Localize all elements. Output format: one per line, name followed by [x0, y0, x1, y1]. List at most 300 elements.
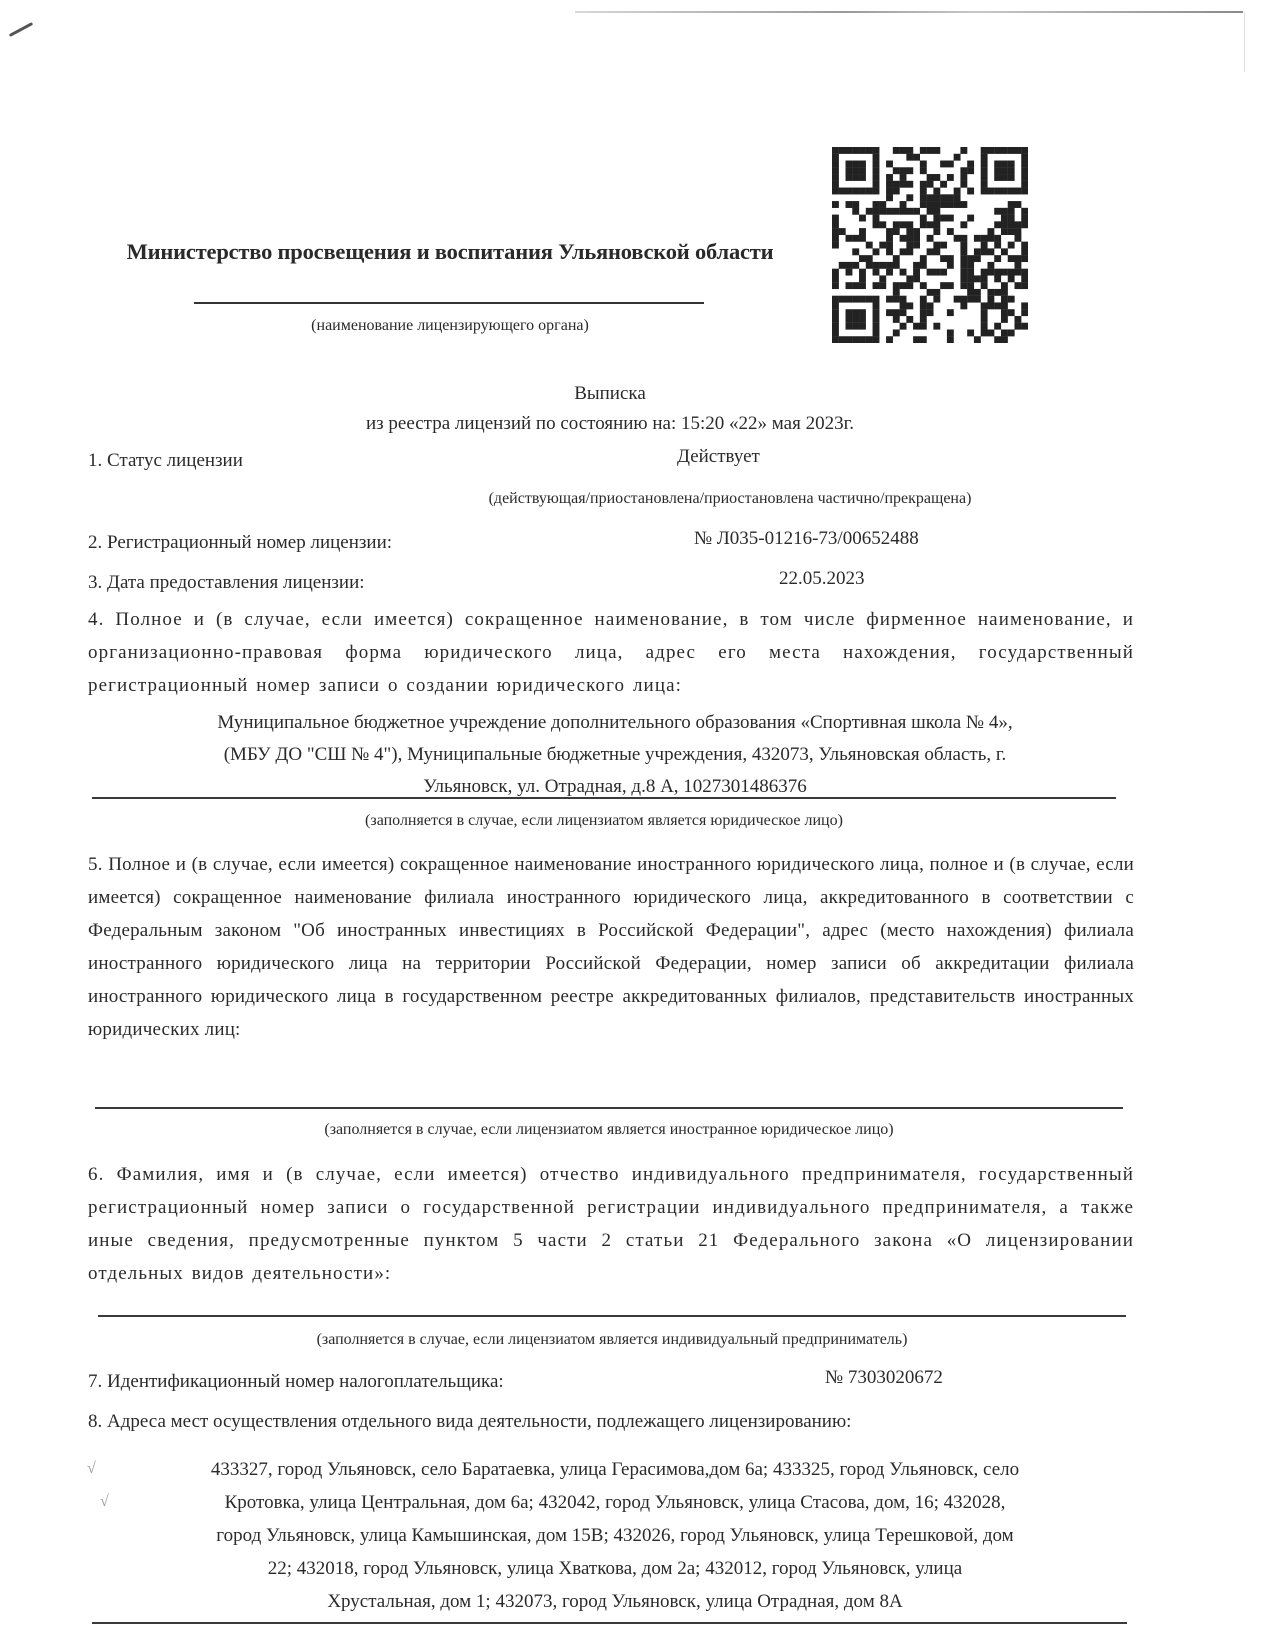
reg-number-value: № Л035-01216-73/00652488: [694, 528, 919, 549]
qr-module: [852, 208, 859, 215]
qr-module: [987, 289, 994, 296]
qr-module: [893, 316, 900, 323]
qr-module: [1021, 215, 1028, 222]
qr-module: [846, 296, 853, 303]
qr-module: [940, 255, 947, 262]
qr-module: [1001, 167, 1008, 174]
qr-module: [960, 167, 967, 174]
legal-entity-line: (МБУ ДО "СШ № 4"), Муниципальные бюджетные учреждения, 432073, Ульяновская область, г.: [223, 744, 1007, 765]
qr-module: [954, 194, 961, 201]
qr-module: [987, 269, 994, 276]
qr-module: [866, 188, 873, 195]
qr-module: [859, 275, 866, 282]
qr-module: [832, 275, 839, 282]
qr-module: [933, 208, 940, 215]
qr-module: [1008, 329, 1015, 336]
qr-module: [859, 228, 866, 235]
inn-value: № 7303020672: [825, 1367, 943, 1388]
qr-module: [1021, 221, 1028, 228]
entrepreneur-caption: (заполняется в случае, если лицензиатом является индивидуальный предприниматель): [316, 1331, 908, 1348]
qr-module: [846, 167, 853, 174]
qr-module: [933, 323, 940, 330]
reg-number-label: 2. Регистрационный номер лицензии:: [88, 532, 393, 553]
qr-module: [900, 201, 907, 208]
qr-module: [947, 282, 954, 289]
qr-module: [940, 194, 947, 201]
qr-module: [866, 336, 873, 343]
qr-module: [967, 275, 974, 282]
status-value: Действует: [677, 446, 760, 467]
qr-module: [852, 296, 859, 303]
qr-module: [920, 336, 927, 343]
qr-module: [960, 269, 967, 276]
check-mark-icon: √: [87, 1460, 96, 1477]
qr-module: [873, 208, 880, 215]
address-line: 433327, город Ульяновск, село Баратаевка, улица Герасимова,дом 6а; 433325, город Ульяновск, село: [210, 1459, 1020, 1480]
qr-module: [920, 221, 927, 228]
qr-module: [987, 329, 994, 336]
scan-edge-line: [1244, 12, 1245, 72]
qr-module: [994, 221, 1001, 228]
qr-module: [859, 309, 866, 316]
inn-label: 7. Идентификационный номер налогоплательщика:: [88, 1371, 504, 1392]
qr-module: [879, 221, 886, 228]
qr-module: [981, 302, 988, 309]
qr-module: [893, 309, 900, 316]
qr-module: [933, 174, 940, 181]
legal-entity-label: 4. Полное и (в случае, если имеется) сокращенное наименование, в том числе фирменное наименование, и организационно-правовая форма юридического лица, адрес его места нахождения, государственный регистрационный номер записи о создании юридического лица:: [88, 609, 1134, 696]
qr-module: [994, 302, 1001, 309]
qr-module: [927, 194, 934, 201]
qr-module: [927, 302, 934, 309]
qr-module: [873, 269, 880, 276]
issue-date-value: 22.05.2023: [779, 568, 865, 589]
qr-module: [960, 302, 967, 309]
qr-module: [1021, 181, 1028, 188]
qr-module: [913, 275, 920, 282]
qr-module: [906, 275, 913, 282]
qr-module: [900, 208, 907, 215]
qr-module: [933, 289, 940, 296]
qr-module: [940, 215, 947, 222]
qr-module: [859, 161, 866, 168]
qr-module: [873, 181, 880, 188]
qr-module: [859, 336, 866, 343]
qr-module: [947, 329, 954, 336]
qr-module: [906, 147, 913, 154]
qr-module: [967, 262, 974, 269]
qr-module: [1014, 235, 1021, 242]
qr-module: [886, 248, 893, 255]
qr-module: [1014, 282, 1021, 289]
qr-module: [859, 269, 866, 276]
qr-module: [832, 309, 839, 316]
qr-module: [954, 235, 961, 242]
qr-module: [906, 248, 913, 255]
qr-module: [879, 282, 886, 289]
qr-module: [920, 201, 927, 208]
qr-module: [846, 201, 853, 208]
qr-module: [832, 323, 839, 330]
qr-module: [1021, 275, 1028, 282]
qr-module: [893, 167, 900, 174]
pen-mark: [9, 22, 33, 37]
qr-module: [981, 282, 988, 289]
qr-module: [832, 269, 839, 276]
qr-module: [846, 309, 853, 316]
qr-module: [906, 302, 913, 309]
qr-module: [927, 208, 934, 215]
qr-module: [913, 323, 920, 330]
qr-module: [886, 208, 893, 215]
addresses-rule: [92, 1622, 1127, 1624]
qr-module: [927, 181, 934, 188]
qr-module: [839, 336, 846, 343]
qr-module: [933, 242, 940, 249]
qr-module: [1001, 161, 1008, 168]
qr-module: [967, 282, 974, 289]
qr-module: [940, 181, 947, 188]
qr-module: [1021, 161, 1028, 168]
qr-module: [1008, 167, 1015, 174]
qr-module: [920, 323, 927, 330]
status-caption: (действующая/приостановлена/приостановлена частично/прекращена): [488, 490, 972, 507]
qr-module: [859, 255, 866, 262]
qr-module: [873, 309, 880, 316]
qr-module: [906, 194, 913, 201]
qr-module: [893, 296, 900, 303]
qr-module: [873, 323, 880, 330]
qr-module: [940, 282, 947, 289]
address-line: 22; 432018, город Ульяновск, улица Хваткова, дом 2а; 432012, город Ульяновск, улица: [267, 1558, 963, 1579]
qr-module: [960, 181, 967, 188]
qr-module: [1021, 282, 1028, 289]
qr-module: [967, 296, 974, 303]
authority-caption: (наименование лицензирующего органа): [311, 317, 589, 334]
qr-module: [873, 221, 880, 228]
qr-module: [927, 174, 934, 181]
qr-module: [1021, 242, 1028, 249]
qr-module: [886, 188, 893, 195]
qr-module: [1021, 147, 1028, 154]
qr-module: [893, 228, 900, 235]
qr-module: [1021, 302, 1028, 309]
qr-module: [900, 167, 907, 174]
qr-module: [974, 289, 981, 296]
qr-module: [994, 235, 1001, 242]
qr-module: [960, 174, 967, 181]
qr-module: [832, 316, 839, 323]
qr-module: [1014, 228, 1021, 235]
qr-module: [879, 242, 886, 249]
qr-module: [852, 174, 859, 181]
qr-module: [1014, 316, 1021, 323]
qr-module: [974, 255, 981, 262]
qr-module: [960, 221, 967, 228]
qr-module: [1001, 296, 1008, 303]
qr-module: [866, 262, 873, 269]
qr-module: [927, 269, 934, 276]
qr-module: [920, 188, 927, 195]
qr-module: [832, 336, 839, 343]
qr-module: [893, 282, 900, 289]
qr-module: [994, 275, 1001, 282]
qr-module: [994, 208, 1001, 215]
qr-module: [960, 296, 967, 303]
qr-module: [900, 147, 907, 154]
qr-module: [1014, 323, 1021, 330]
qr-module: [859, 147, 866, 154]
qr-module: [947, 309, 954, 316]
qr-module: [981, 181, 988, 188]
qr-module: [974, 235, 981, 242]
qr-module: [987, 262, 994, 269]
qr-module: [1001, 329, 1008, 336]
qr-module: [866, 242, 873, 249]
qr-module: [846, 188, 853, 195]
qr-module: [886, 296, 893, 303]
qr-module: [839, 147, 846, 154]
qr-module: [940, 269, 947, 276]
qr-module: [873, 282, 880, 289]
qr-module: [940, 242, 947, 249]
qr-module: [967, 167, 974, 174]
qr-module: [920, 161, 927, 168]
qr-module: [873, 262, 880, 269]
check-mark-icon: √: [100, 1493, 109, 1510]
qr-module: [886, 269, 893, 276]
qr-module: [1008, 228, 1015, 235]
qr-module: [879, 262, 886, 269]
qr-module: [920, 194, 927, 201]
qr-module: [1008, 242, 1015, 249]
qr-module: [859, 174, 866, 181]
qr-module: [859, 188, 866, 195]
qr-module: [1001, 282, 1008, 289]
qr-module: [920, 181, 927, 188]
qr-module: [900, 302, 907, 309]
qr-module: [859, 323, 866, 330]
qr-module: [967, 255, 974, 262]
qr-module: [879, 208, 886, 215]
qr-module: [933, 296, 940, 303]
qr-module: [852, 201, 859, 208]
qr-module: [832, 188, 839, 195]
qr-module: [1014, 147, 1021, 154]
qr-module: [873, 215, 880, 222]
qr-module: [1014, 201, 1021, 208]
qr-module: [933, 201, 940, 208]
qr-module: [994, 336, 1001, 343]
qr-module: [1001, 208, 1008, 215]
qr-module: [960, 275, 967, 282]
qr-module: [832, 167, 839, 174]
qr-module: [981, 269, 988, 276]
qr-module: [1008, 255, 1015, 262]
qr-module: [967, 269, 974, 276]
qr-module: [960, 262, 967, 269]
qr-module: [933, 194, 940, 201]
qr-module: [886, 242, 893, 249]
document-title: Выписка: [574, 383, 646, 404]
qr-module: [1021, 323, 1028, 330]
qr-module: [839, 188, 846, 195]
qr-module: [933, 228, 940, 235]
qr-module: [1001, 269, 1008, 276]
qr-module: [920, 262, 927, 269]
qr-module: [987, 302, 994, 309]
qr-module: [913, 262, 920, 269]
qr-module: [1021, 255, 1028, 262]
qr-module: [947, 194, 954, 201]
qr-module: [913, 242, 920, 249]
qr-module: [900, 235, 907, 242]
qr-module: [920, 167, 927, 174]
qr-module: [852, 188, 859, 195]
qr-module: [1001, 215, 1008, 222]
qr-module: [1001, 228, 1008, 235]
qr-module: [852, 323, 859, 330]
qr-module: [906, 167, 913, 174]
status-label: 1. Статус лицензии: [88, 450, 243, 471]
qr-module: [852, 248, 859, 255]
qr-module: [866, 208, 873, 215]
qr-module: [832, 302, 839, 309]
qr-module: [852, 235, 859, 242]
qr-module: [1008, 161, 1015, 168]
qr-module: [893, 221, 900, 228]
qr-module: [933, 147, 940, 154]
qr-module: [913, 208, 920, 215]
qr-module: [886, 194, 893, 201]
qr-module: [981, 323, 988, 330]
qr-module: [1001, 316, 1008, 323]
qr-module: [987, 228, 994, 235]
qr-module: [987, 248, 994, 255]
qr-module: [873, 302, 880, 309]
qr-module: [947, 201, 954, 208]
qr-module: [1001, 188, 1008, 195]
qr-module: [981, 309, 988, 316]
qr-module: [1008, 188, 1015, 195]
qr-module: [1021, 174, 1028, 181]
qr-module: [981, 147, 988, 154]
qr-module: [960, 242, 967, 249]
qr-module: [1008, 275, 1015, 282]
qr-module: [954, 296, 961, 303]
qr-module: [1021, 208, 1028, 215]
qr-module: [1008, 147, 1015, 154]
qr-module: [933, 221, 940, 228]
qr-module: [866, 296, 873, 303]
qr-module: [981, 329, 988, 336]
scan-edge-line: [575, 11, 1243, 13]
qr-module: [974, 296, 981, 303]
qr-module: [920, 316, 927, 323]
qr-module: [994, 174, 1001, 181]
qr-module: [994, 289, 1001, 296]
qr-module: [1008, 208, 1015, 215]
licensing-authority-name: Министерство просвещения и воспитания Ульяновской области: [126, 239, 774, 264]
qr-module: [1008, 174, 1015, 181]
qr-module: [1014, 262, 1021, 269]
qr-module: [1001, 248, 1008, 255]
qr-module: [987, 235, 994, 242]
qr-module: [1021, 188, 1028, 195]
qr-module: [920, 302, 927, 309]
qr-module: [967, 215, 974, 222]
qr-module: [900, 309, 907, 316]
qr-module: [873, 161, 880, 168]
qr-module: [913, 154, 920, 161]
issue-date-label: 3. Дата предоставления лицензии:: [88, 572, 365, 593]
legal-entity-line: Муниципальное бюджетное учреждение дополнительного образования «Спортивная школа № 4»,: [217, 712, 1013, 733]
qr-module: [920, 296, 927, 303]
qr-module: [906, 242, 913, 249]
qr-module: [960, 147, 967, 154]
qr-module: [832, 221, 839, 228]
qr-module: [846, 262, 853, 269]
qr-module: [1001, 221, 1008, 228]
qr-module: [893, 329, 900, 336]
qr-module: [954, 188, 961, 195]
qr-module: [879, 201, 886, 208]
foreign-entity-label: 5. Полное и (в случае, если имеется) сокращенное наименование иностранного юридического лица, полное и (в случае, если имеется) сокращенное наименование филиала иностранного юридического лица, аккредитованного в соответствии с Федеральным законом "Об иностранных инвестициях в Российской Федерации", адрес (место нахождения) филиала иностранного юридического лица на территории Российской Федерации, номер записи об аккредитации филиала иностранного юридического лица в государственном реестре аккредитованных филиалов, представительств иностранных юридических лиц:: [88, 854, 1134, 1040]
qr-module: [1001, 336, 1008, 343]
qr-module: [974, 336, 981, 343]
qr-module: [994, 188, 1001, 195]
qr-module: [920, 282, 927, 289]
qr-module: [1001, 174, 1008, 181]
qr-module: [900, 296, 907, 303]
qr-module: [1001, 309, 1008, 316]
qr-module: [873, 147, 880, 154]
qr-module: [846, 174, 853, 181]
qr-module: [852, 161, 859, 168]
qr-module: [873, 154, 880, 161]
address-line: Кротовка, улица Центральная, дом 6а; 432042, город Ульяновск, улица Стасова, дом, 16; 432028,: [224, 1492, 1006, 1513]
qr-module: [852, 316, 859, 323]
qr-module: [906, 181, 913, 188]
qr-module: [886, 262, 893, 269]
qr-module: [920, 147, 927, 154]
qr-module: [920, 309, 927, 316]
addresses-label: 8. Адреса мест осуществления отдельного вида деятельности, подлежащего лицензированию:: [88, 1411, 852, 1432]
qr-module: [947, 255, 954, 262]
legal-entity-rule: [92, 797, 1116, 799]
qr-module: [927, 147, 934, 154]
qr-module: [967, 188, 974, 195]
qr-module: [981, 235, 988, 242]
qr-module: [846, 235, 853, 242]
qr-module: [852, 167, 859, 174]
qr-module: [859, 296, 866, 303]
qr-module: [832, 147, 839, 154]
qr-module: [940, 201, 947, 208]
qr-module: [832, 228, 839, 235]
qr-module: [994, 269, 1001, 276]
qr-module: [873, 201, 880, 208]
qr-module: [873, 329, 880, 336]
qr-module: [1014, 269, 1021, 276]
qr-module: [832, 215, 839, 222]
qr-module: [1021, 248, 1028, 255]
qr-module: [846, 336, 853, 343]
qr-module: [852, 147, 859, 154]
legal-entity-caption: (заполняется в случае, если лицензиатом является юридическое лицо): [365, 812, 843, 829]
qr-module: [886, 161, 893, 168]
legal-entity-line: Ульяновск, ул. Отрадная, д.8 А, 1027301486376: [423, 776, 807, 797]
